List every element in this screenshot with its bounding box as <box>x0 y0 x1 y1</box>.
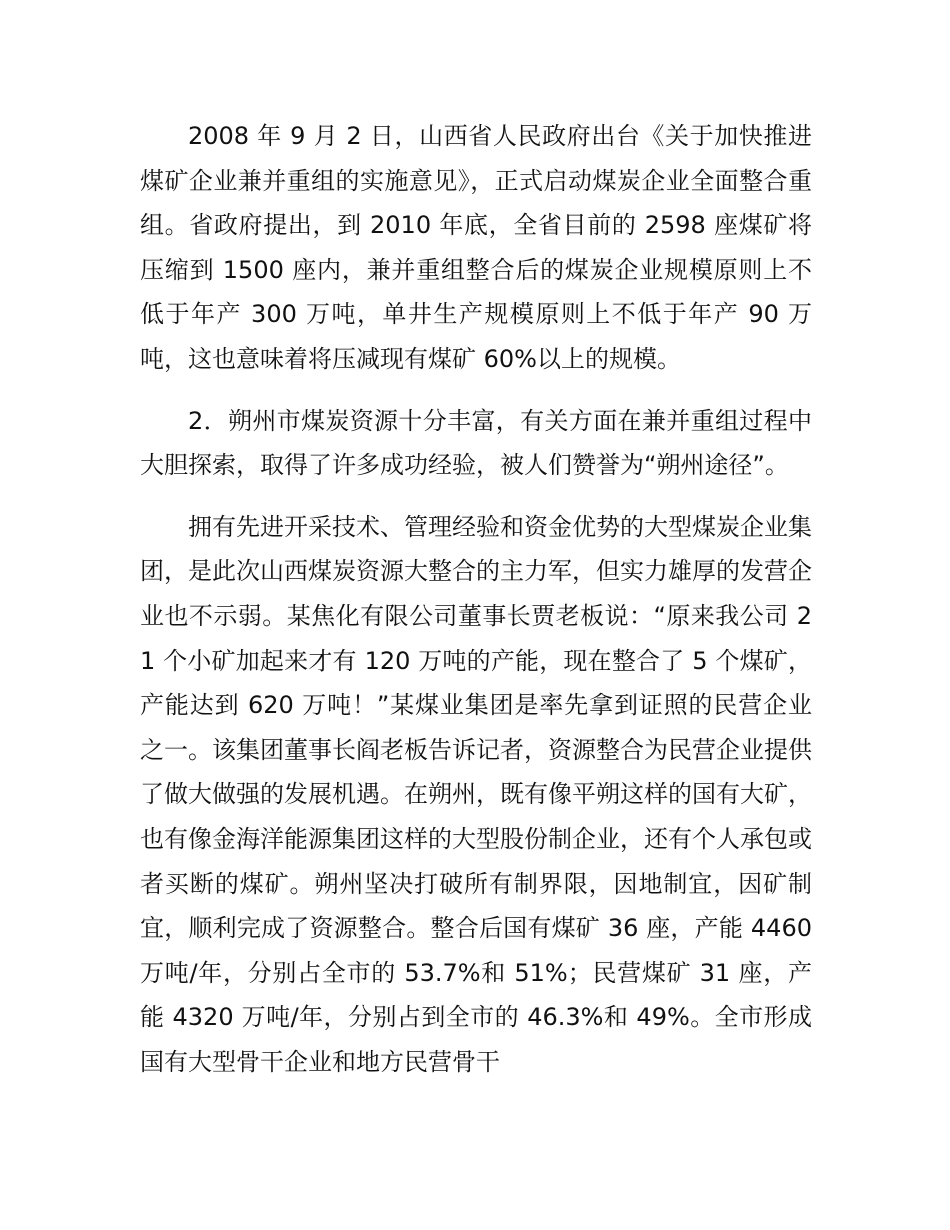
paragraph-private-enterprises: 拥有先进开采技术、管理经验和资金优势的大型煤炭企业集团，是此次山西煤炭资源大整合的主力军，但实力雄厚的发营企业也不示弱。某焦化有限公司董事长贾老板说：“原来我公司 21 个小矿加起来才有 120 万吨的产能，现在整合了 5 个煤矿，产能达到 620 万吨！”某煤业集团是率先拿到证照的民营企业之一。该集团董事长阎老板告诉记者，资源整合为民营企业提供了做大做强的发展机遇。在朔州，既有像平朔这样的国有大矿，也有像金海洋能源集团这样的大型股份制企业，还有个人承包或者买断的煤矿。朔州坚决打破所有制界限，因地制宜，因矿制宜，顺利完成了资源整合。整合后国有煤矿 36 座，产能 4460 万吨/年，分别占全市的 53.7%和 51%；民营煤矿 31 座，产能 4320 万吨/年，分别占到全市的 46.3%和 49%。全市形成国有大型骨干企业和地方民营骨干 <box>140 512 812 1076</box>
document-body <box>140 114 812 1101</box>
paragraph-merger-policy: 2008 年 9 月 2 日，山西省人民政府出台《关于加快推进煤矿企业兼并重组的实施意见》，正式启动煤炭企业全面整合重组。省政府提出，到 2010 年底，全省目前的 2598 座煤矿将压缩到 1500 座内，兼并重组整合后的煤炭企业规模原则上不低于年产 300 万吨，单井生产规模原则上不低于年产 90 万吨，这也意味着将压减现有煤矿 60%以上的规模。 <box>140 122 812 373</box>
paragraph-shuozhou-approach: 2．朔州市煤炭资源十分丰富，有关方面在兼并重组过程中大胆探索，取得了许多成功经验，被人们赞誉为“朔州途径”。 <box>140 406 812 480</box>
